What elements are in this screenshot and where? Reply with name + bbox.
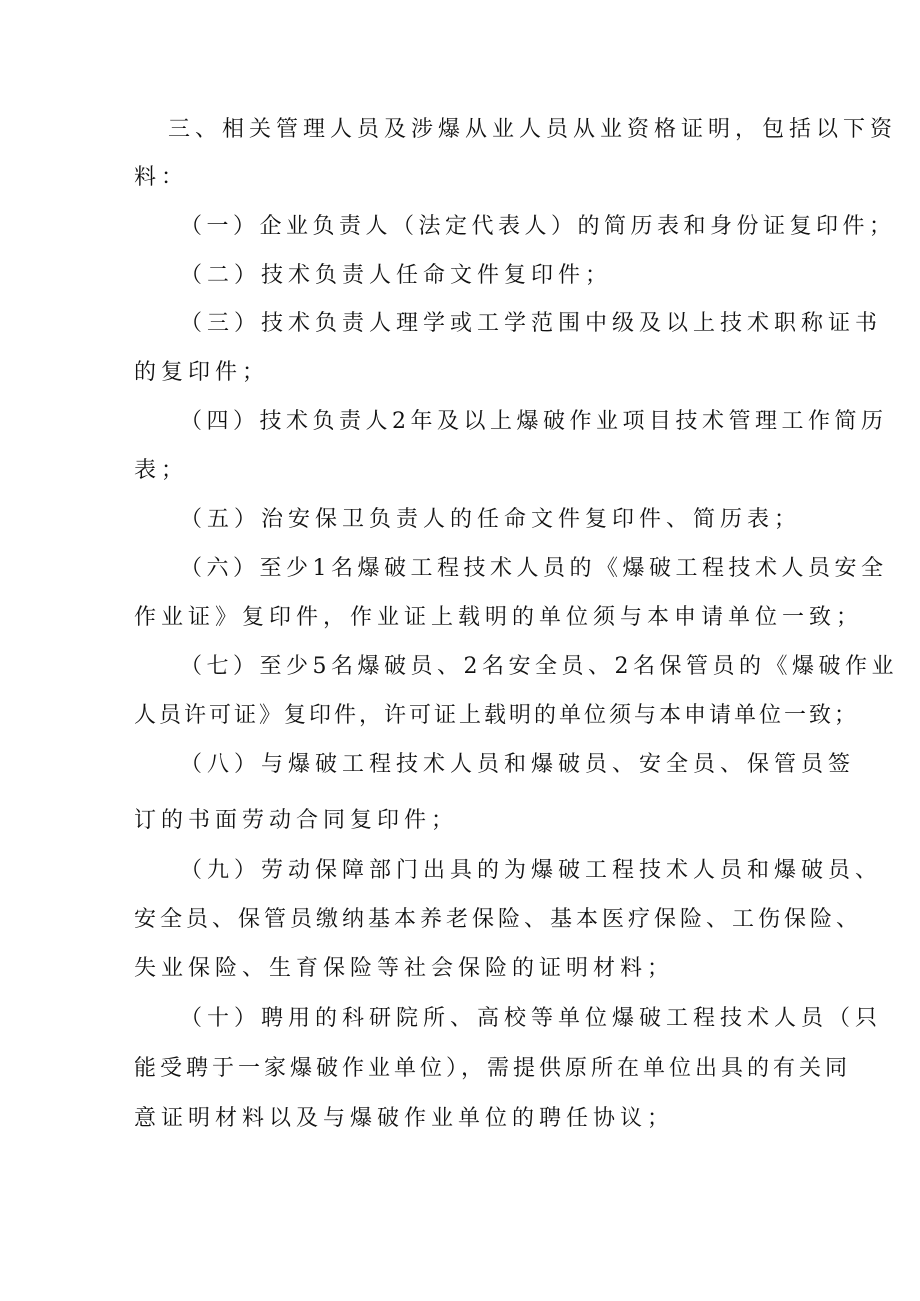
item-9-line-1: （九）劳动保障部门出具的为爆破工程技术人员和爆破员、 bbox=[180, 858, 883, 883]
item-8-line-1: （八）与爆破工程技术人员和爆破员、安全员、保管员签 bbox=[180, 752, 856, 777]
item-7-line-2: 人员许可证》复印件，许可证上载明的单位须与本申请单位一致； bbox=[134, 703, 860, 728]
item-9-line-3: 失业保险、生育保险等社会保险的证明材料； bbox=[134, 956, 675, 981]
paragraph-3-line-1: 三、相关管理人员及涉爆从业人员从业资格证明，包括以下资 bbox=[168, 117, 898, 142]
item-10-line-3: 意证明材料以及与爆破作业单位的聘任协议； bbox=[134, 1106, 675, 1131]
item-9-line-2: 安全员、保管员缴纳基本养老保险、基本医疗保险、工伤保险、 bbox=[134, 907, 863, 932]
item-10-line-1: （十）聘用的科研院所、高校等单位爆破工程技术人员（只 bbox=[180, 1006, 883, 1031]
item-10-line-2: 能受聘于一家爆破作业单位），需提供原所在单位出具的有关同 bbox=[134, 1056, 852, 1081]
item-4-line-1: （四）技术负责人2年及以上爆破作业项目技术管理工作简历 bbox=[180, 409, 888, 434]
item-5-line-1: （五）治安保卫负责人的任命文件复印件、简历表； bbox=[180, 507, 802, 532]
item-3-line-1: （三）技术负责人理学或工学范围中级及以上技术职称证书 bbox=[180, 311, 883, 336]
item-3-line-2: 的复印件； bbox=[134, 360, 270, 385]
item-4-line-2: 表； bbox=[134, 458, 189, 483]
item-2-line-1: （二）技术负责人任命文件复印件； bbox=[180, 263, 613, 288]
item-6-line-1: （六）至少1名爆破工程技术人员的《爆破工程技术人员安全 bbox=[180, 556, 888, 581]
item-7-line-1: （七）至少5名爆破员、2名安全员、2名保管员的《爆破作业 bbox=[180, 654, 898, 679]
paragraph-3-line-2: 料： bbox=[134, 165, 189, 190]
item-8-line-2: 订的书面劳动合同复印件； bbox=[134, 808, 459, 833]
item-1-line-1: （一）企业负责人（法定代表人）的简历表和身份证复印件； bbox=[180, 214, 896, 239]
item-6-line-2: 作业证》复印件，作业证上载明的单位须与本申请单位一致； bbox=[134, 605, 864, 630]
